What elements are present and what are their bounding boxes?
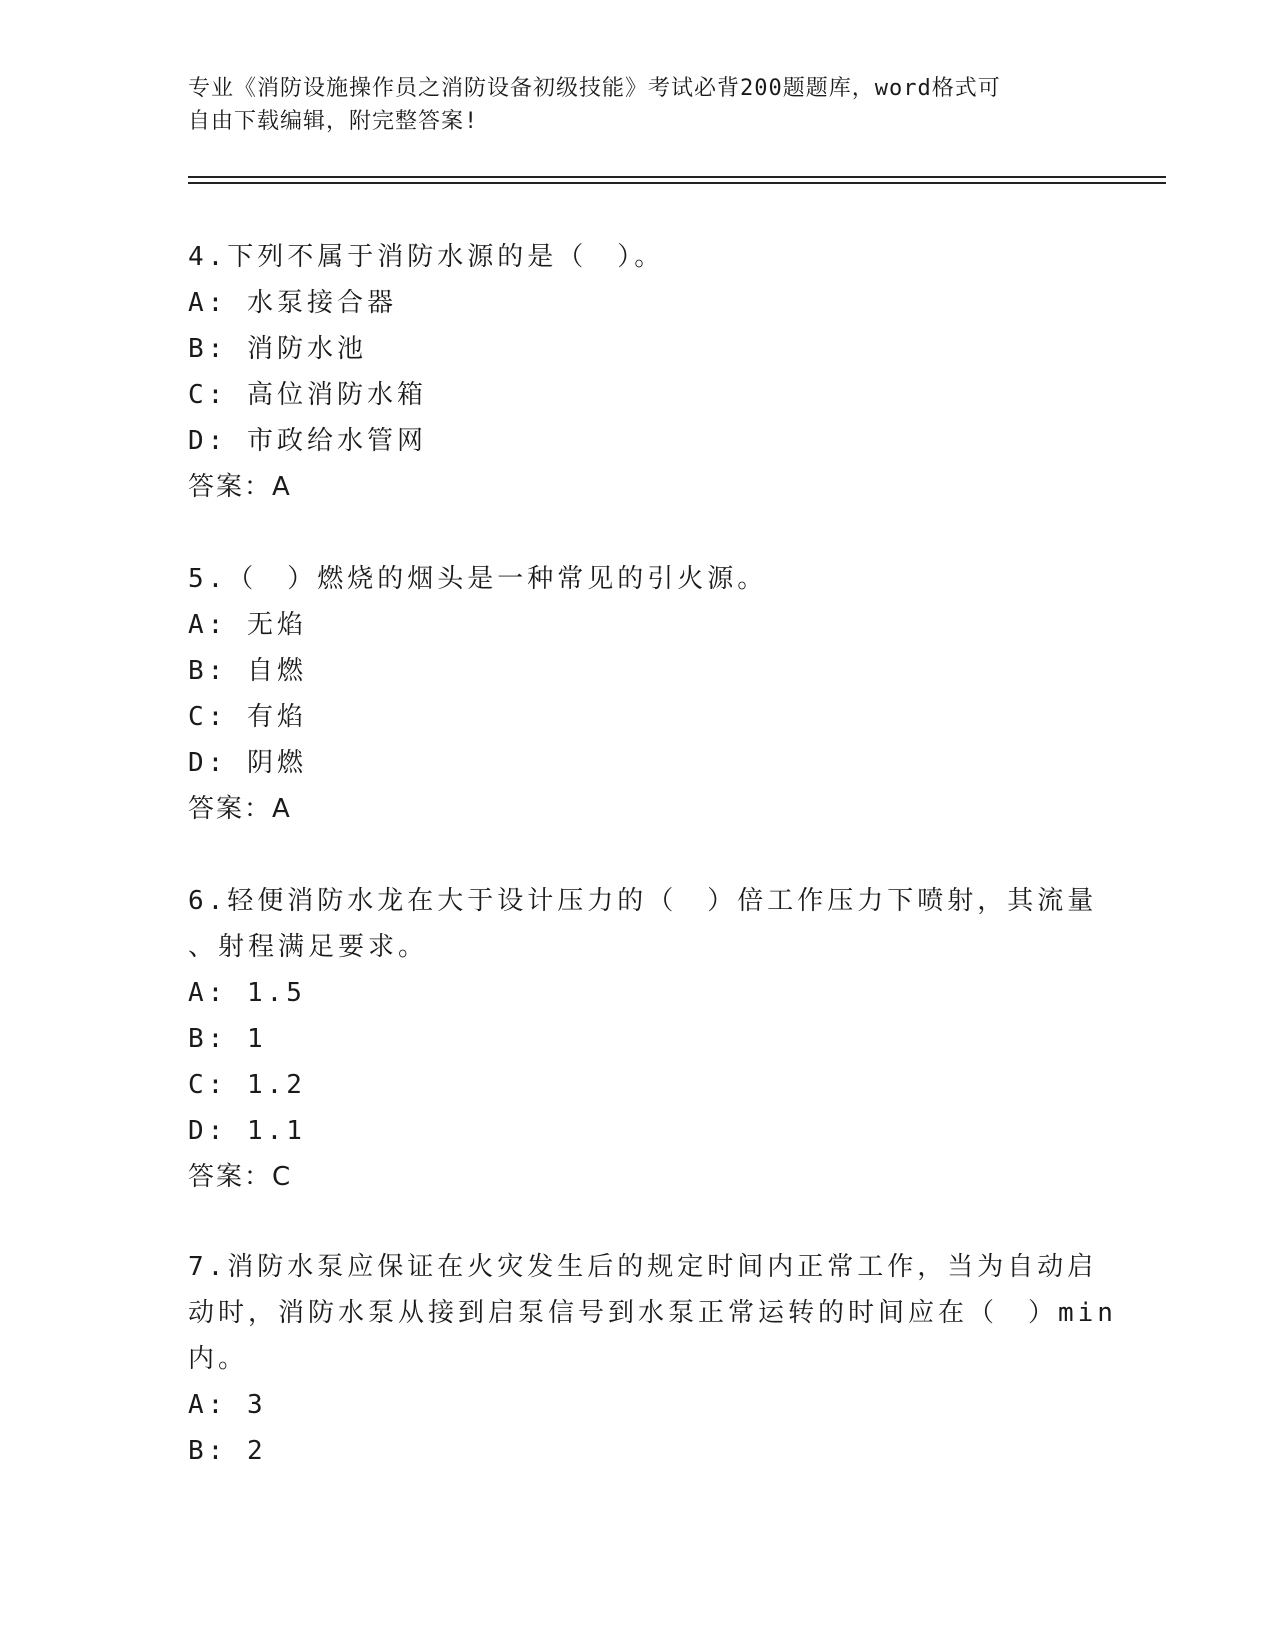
question-stem: 4.下列不属于消防水源的是（ ）。 [188, 242, 665, 272]
option-c: C: 有焰 [188, 702, 307, 732]
option-b: B: 2 [188, 1436, 267, 1466]
header-divider-bottom [188, 182, 1166, 184]
header-line-1: 专业《消防设施操作员之消防设备初级技能》考试必背200题题库，word格式可 [188, 76, 1001, 101]
question-stem: 5.（ ）燃烧的烟头是一种常见的引火源。 [188, 564, 768, 594]
document-header [188, 72, 1088, 138]
question-4 [188, 234, 1088, 510]
question-7 [188, 1244, 1117, 1474]
option-a: A: 3 [188, 1390, 267, 1420]
question-stem-line-1: 7.消防水泵应保证在火灾发生后的规定时间内正常工作，当为自动启 [188, 1252, 1098, 1282]
option-a: A: 水泵接合器 [188, 288, 397, 318]
header-divider-top [188, 176, 1166, 178]
option-c: C: 高位消防水箱 [188, 380, 427, 410]
question-stem-line-3: 内。 [188, 1344, 249, 1374]
option-b: B: 自燃 [188, 656, 307, 686]
question-5 [188, 556, 1088, 832]
answer-label: 答案：A [188, 472, 292, 502]
option-d: D: 阴燃 [188, 748, 307, 778]
option-b: B: 消防水池 [188, 334, 367, 364]
question-stem-line-2: 、射程满足要求。 [188, 932, 429, 962]
answer-label: 答案：C [188, 1162, 293, 1192]
option-a: A: 无焰 [188, 610, 307, 640]
option-a: A: 1.5 [188, 978, 306, 1008]
question-stem-line-2: 动时，消防水泵从接到启泵信号到水泵正常运转的时间应在（ ）min [188, 1298, 1117, 1328]
answer-label: 答案：A [188, 794, 292, 824]
option-d: D: 1.1 [188, 1116, 306, 1146]
header-line-2: 自由下载编辑，附完整答案! [188, 109, 479, 134]
question-6 [188, 878, 1098, 1200]
option-c: C: 1.2 [188, 1070, 306, 1100]
option-d: D: 市政给水管网 [188, 426, 427, 456]
question-stem-line-1: 6.轻便消防水龙在大于设计压力的（ ）倍工作压力下喷射，其流量 [188, 886, 1098, 916]
option-b: B: 1 [188, 1024, 267, 1054]
